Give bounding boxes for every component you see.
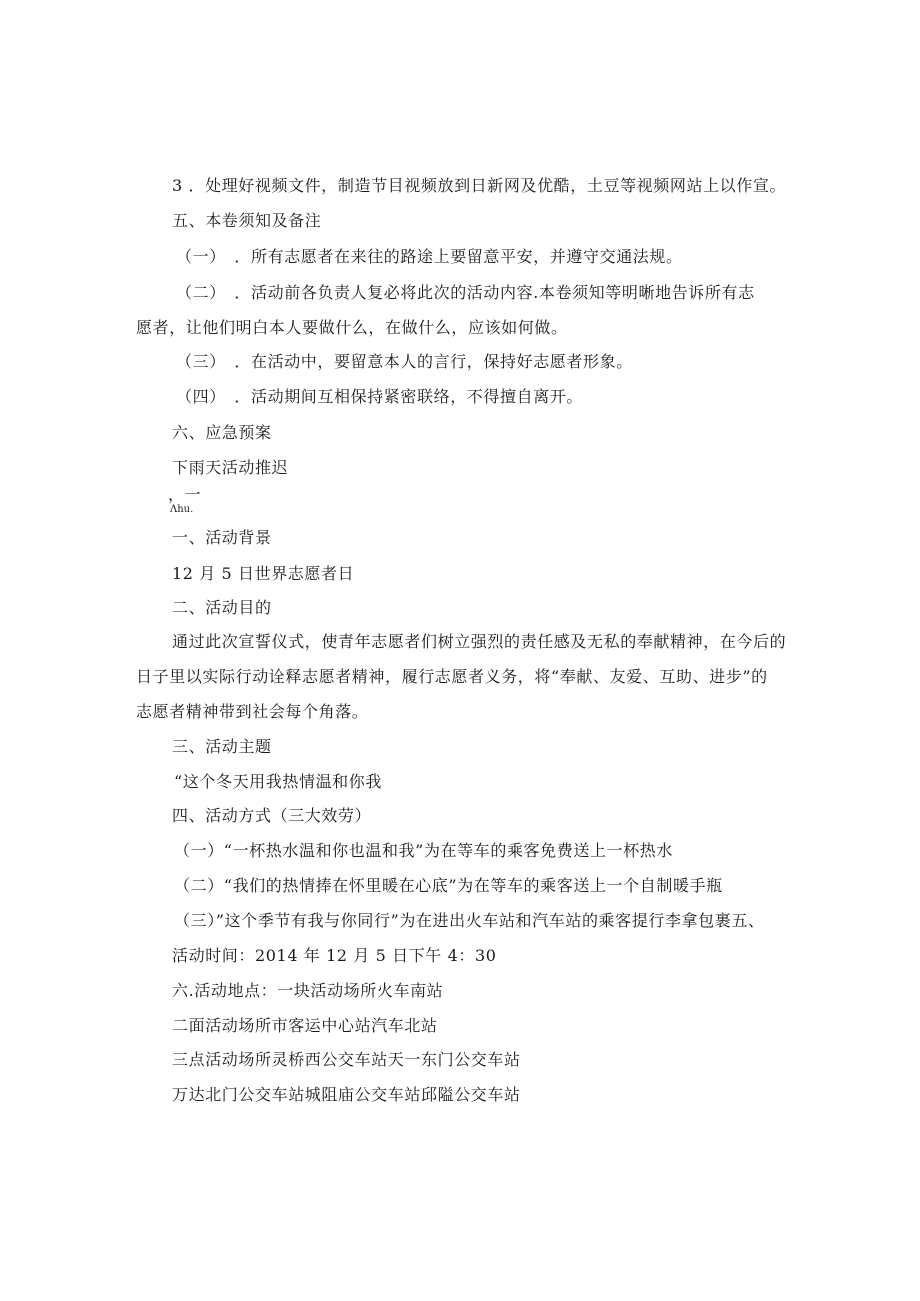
section-3-heading: 三、活动主题 [172, 737, 272, 756]
activity-location-2: 二面活动场所市客运中心站汽车北站 [172, 1016, 438, 1035]
item-3-video-processing: 3 ．处理好视频文件，制造节目视频放到日新网及优酷，土豆等视频网站上以作宣。 [172, 176, 787, 195]
activity-time: 活动时间：2014 年 12 月 5 日下午 4：30 [172, 946, 497, 965]
service-1: （一）“一杯热水温和你也温和我”为在等车的乘客免费送上一杯热水 [174, 841, 673, 860]
rain-postpone-text: 下雨天活动推迟 [172, 458, 289, 477]
activity-location-1: 六.活动地点：一块活动场所火车南站 [172, 981, 444, 1000]
section-2-heading: 二、活动目的 [172, 598, 272, 617]
section-4-heading: 四、活动方式（三大效劳） [172, 806, 372, 825]
note-2-continued: 愿者，让他们明白本人要做什么，在做什么，应该如何做。 [136, 318, 568, 337]
service-2: （二）“我们的热情捧在怀里暖在心底”为在等车的乘客送上一个自制暖手瓶 [174, 876, 723, 895]
section-6-heading: 六、应急预案 [172, 423, 272, 442]
purpose-paragraph-line-3: 志愿者精神带到社会每个角落。 [136, 702, 369, 721]
background-text: 12 月 5 日世界志愿者日 [172, 564, 355, 583]
theme-text: “这个冬天用我热情温和你我 [174, 772, 382, 791]
activity-location-4: 万达北门公交车站城阻庙公交车站邱隘公交车站 [172, 1085, 521, 1104]
activity-location-3: 三点活动场所灵桥西公交车站天一东门公交车站 [172, 1050, 521, 1069]
fragment-small-text: Λhu. [170, 504, 194, 515]
service-3: （三）”这个季节有我与你同行”为在进出火车站和汽车站的乘客提行李拿包裹五、 [174, 911, 765, 930]
section-5-heading: 五、本卷须知及备注 [172, 211, 322, 230]
fragment-text: ，一 [168, 485, 202, 504]
note-4: （四） ．活动期间互相保持紧密联络，不得擅自离开。 [176, 387, 584, 406]
note-3: （三） ．在活动中，要留意本人的言行，保持好志愿者形象。 [176, 352, 633, 371]
section-1-heading: 一、活动背景 [172, 528, 272, 547]
purpose-paragraph-line-2: 日子里以实际行动诠释志愿者精神，履行志愿者义务，将“奉献、友爱、互助、进步”的 [136, 667, 768, 686]
note-2: （二） ．活动前各负责人复必将此次的活动内容.本卷须知等明晰地告诉所有志 [176, 283, 755, 302]
note-1: （一） ．所有志愿者在来往的路途上要留意平安，并遵守交通法规。 [176, 247, 683, 266]
purpose-paragraph-line-1: 通过此次宣誓仪式，使青年志愿者们树立强烈的责任感及无私的奉献精神，在今后的 [172, 632, 787, 651]
